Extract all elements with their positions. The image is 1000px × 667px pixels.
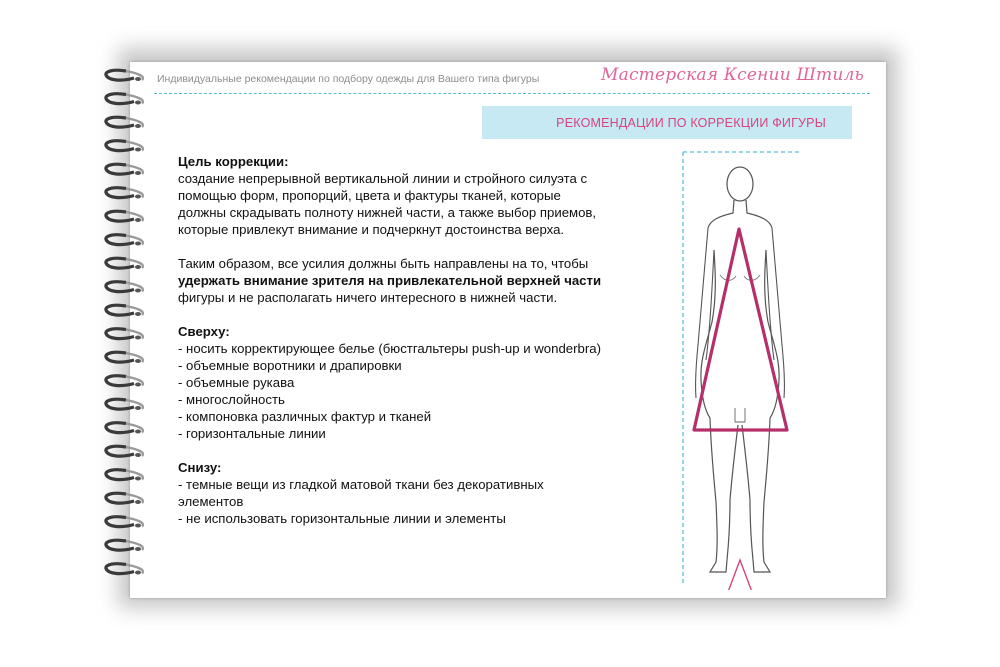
list-item: - носить корректирующее белье (бюстгальтеры push-up и wonderbra) xyxy=(178,341,601,356)
section-banner xyxy=(482,106,852,139)
goal-line: должны скрадывать полноту нижней части, а также выбор приемов, xyxy=(178,205,597,220)
spiral-rings xyxy=(100,62,160,602)
head-outline xyxy=(727,167,753,201)
list-item: - компоновка различных фактур и тканей xyxy=(178,409,432,424)
binding-ring xyxy=(106,540,143,551)
bust-outline xyxy=(720,275,760,280)
binding-ring xyxy=(106,282,143,293)
binding-ring xyxy=(106,352,143,363)
spiral-binding xyxy=(100,62,160,602)
crotch-outline xyxy=(735,408,745,422)
list-item: элементов xyxy=(178,494,244,509)
binding-ring xyxy=(106,329,143,340)
binding-ring xyxy=(106,211,143,222)
summary-line: Таким образом, все усилия должны быть направлены на то, чтобы xyxy=(178,256,589,271)
binding-ring xyxy=(106,517,143,528)
binding-ring xyxy=(106,94,143,105)
binding-ring xyxy=(106,117,143,128)
list-item: - темные вещи из гладкой матовой ткани без декоративных xyxy=(178,477,544,492)
binding-ring xyxy=(106,70,143,81)
summary-bold-line: удержать внимание зрителя на привлекательной верхней части xyxy=(178,273,602,288)
top-heading: Сверху: xyxy=(178,324,230,339)
brand-logo: Мастерская Ксении Штиль xyxy=(601,65,864,85)
goal-heading: Цель коррекции: xyxy=(178,154,289,169)
recommendations-text xyxy=(178,153,648,527)
shoulders-outline xyxy=(708,200,772,228)
body-silhouette-illustration xyxy=(680,150,810,590)
banner-title: РЕКОМЕНДАЦИИ ПО КОРРЕКЦИИ ФИГУРЫ xyxy=(556,116,826,130)
goal-line: которые привлекут внимание и подчеркнут достоинства верха. xyxy=(178,222,565,237)
binding-ring xyxy=(106,258,143,269)
list-item: - объемные воротники и драпировки xyxy=(178,358,402,373)
list-item: - многослойность xyxy=(178,392,285,407)
right-arm-outline xyxy=(766,228,784,398)
binding-ring xyxy=(106,376,143,387)
left-arm-outline xyxy=(696,228,714,398)
binding-ring xyxy=(106,470,143,481)
binding-ring xyxy=(106,423,143,434)
list-item: - объемные рукава xyxy=(178,375,295,390)
goal-line: создание непрерывной вертикальной линии и стройного силуэта с xyxy=(178,171,588,186)
binding-ring xyxy=(106,235,143,246)
triangle-shape-overlay xyxy=(694,229,787,430)
bottom-heading: Снизу: xyxy=(178,460,222,475)
binding-ring xyxy=(106,399,143,410)
binding-ring xyxy=(106,305,143,316)
binding-ring xyxy=(106,564,143,575)
summary-line: фигуры и не располагать ничего интересного в нижней части. xyxy=(178,290,558,305)
binding-ring xyxy=(106,446,143,457)
binding-ring xyxy=(106,188,143,199)
goal-line: помощью форм, пропорций, цвета и фактуры тканей, которые xyxy=(178,188,561,203)
binding-ring xyxy=(106,141,143,152)
header-subtitle: Индивидуальные рекомендации по подбору одежды для Вашего типа фигуры xyxy=(157,73,540,85)
header-divider xyxy=(154,93,870,94)
list-item: - не использовать горизонтальные линии и элементы xyxy=(178,511,506,526)
binding-ring xyxy=(106,493,143,504)
list-item: - горизонтальные линии xyxy=(178,426,326,441)
legs-outline xyxy=(710,418,770,572)
notebook-page xyxy=(130,62,886,598)
binding-ring xyxy=(106,164,143,175)
triangle-figure-type-icon xyxy=(728,560,752,590)
